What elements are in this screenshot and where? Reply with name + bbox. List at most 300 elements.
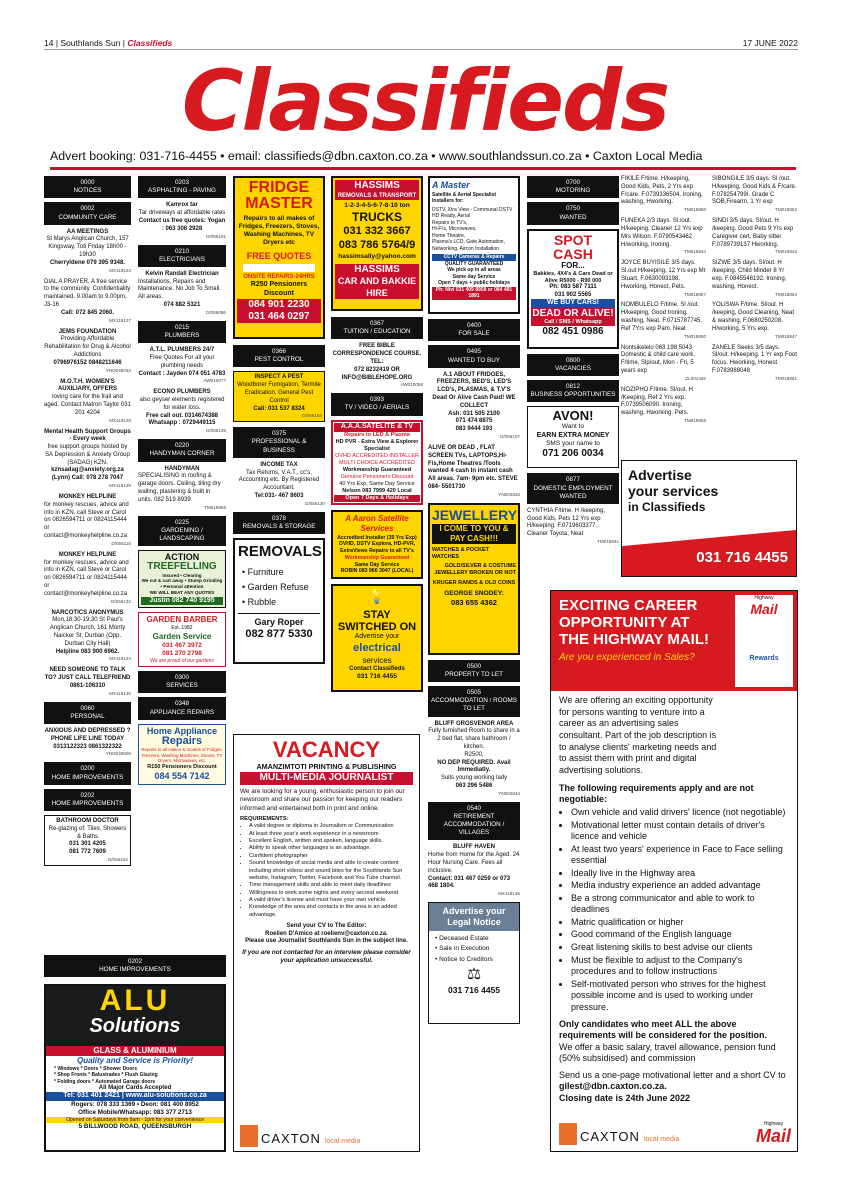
ad-title: FREE BIBLE CORRESPONDENCE COURSE. TEL: [332, 343, 422, 365]
list-item-text: Rubble [247, 596, 277, 607]
ad-tagline: Quality and Service is Priority! [76, 1056, 194, 1065]
ad-ref: D/056132 [111, 598, 131, 604]
list-item: • Time management skills and able to meet daily deadlines [249, 882, 413, 889]
ad-aaron-satellite [331, 510, 423, 579]
list-item: • Sound knowledge of social media and able to create content including short videos and sound bites for the Southlands Sun website, Instagram, Twitter, Facebook and You Tube channel. [249, 860, 413, 882]
heading-gardening: 0225 GARDENING / LANDSCAPING [138, 516, 226, 547]
ad-ref: TM018861 [775, 375, 797, 381]
ad-contact: Nelson 083 7999 420 Local [342, 487, 412, 494]
ad-contacts: Rogers: 078 333 1369 • Deon: 081 400 8952 [71, 1101, 199, 1108]
ad-body: Tar driveways at affordable rates [138, 210, 226, 217]
heading-home-improvements: 0200 HOME IMPROVEMENTS [44, 762, 131, 784]
ad-line: Open 7 Days & Holidays [334, 495, 420, 502]
ad-logo-alu: ALU [99, 984, 171, 1017]
ad-bathroom-doctor [44, 815, 131, 866]
ad-line: Repairs to LED & Plasma [344, 431, 410, 438]
ad-title: SPOT [553, 231, 593, 248]
list-item: • Good command of the English language [571, 929, 789, 941]
ad-office: Office Mobile/Whatsapp: 083 377 2713 [78, 1108, 192, 1116]
column-services [138, 176, 226, 785]
column-tuition-tv [331, 176, 423, 692]
ad-line: HD PVR - Extra View & Explorer Specialist [335, 438, 419, 452]
ad-body: SIBONGILE 3/5 days. Sl /out. H/keeping, Good Kids & F/care. F.078254799I. Grade C SOB,Firearm, 1 Yr exp [712, 176, 797, 206]
caxton-local-media: local media [643, 1136, 680, 1144]
ad-kamrox [138, 202, 226, 239]
ad-contact: Ash: 031 505 2100 071 474 8875 083 9444 193 [448, 410, 500, 433]
ad-ref: TM018844 [684, 249, 706, 255]
list-item [621, 218, 706, 255]
ad-body: SPECIALISING in roofing & garage doors. Ceiling, tiling dry walling, plastering & built in units. 082 519 8939 [138, 473, 221, 503]
list-item-text: Furniture [247, 566, 284, 577]
list-item: • Great listening skills to best advise our clients [571, 942, 789, 954]
column-notices [44, 176, 131, 871]
ad-contact: Contact: 031 467 0259 or 073 468 1804. [428, 875, 511, 890]
vacancy-intro: We are looking for a young, enthusiastic person to join our newsroom and share our passion for keeping our readers informed and entertained both in print and online. [240, 787, 405, 812]
heading-plumbers: 0215 PLUMBERS [138, 321, 226, 343]
ad-body: CYNTHIA F/time. H /keeping, Good Kids, Pets 12 Yrs exp H/keeping. F.0719603377. Cleaner Toyota, Neat [527, 507, 606, 538]
ad-ref: D/056125 [206, 428, 226, 434]
vacancy-position: MULTI-MEDIA JOURNALIST [240, 772, 413, 785]
ad-title: Advertise [628, 467, 692, 483]
heading-property-to-let: 0500 PROPERTY TO LET [428, 660, 520, 682]
ad-items: * Windows * Doors * Shower Doors * Shop Fronts * Balustrades * Flush Glazing * Folding doors * Automated Garage doors [54, 1066, 158, 1085]
ad-home-appliance-repairs [138, 724, 226, 785]
ad-body: for monkey rescues, advice and info in KZN, call Steve or Carol on 0826594711 or 0824115444 or contact@monkeyhelpline.co.za [44, 559, 129, 597]
ad-moth [44, 379, 131, 424]
heading-removals-storage: 0378 REMOVALS & STORAGE [233, 512, 325, 534]
ad-title: A Aaron Satellite Services [345, 513, 409, 534]
ad-contact-2: 082 451 0986 [542, 326, 604, 338]
ad-line: Call / SMS / Whatsapp [531, 319, 615, 326]
ad-ref: TM018847 [775, 333, 797, 339]
heading-tv-video: 0393 TV / VIDEO / AERIALS [331, 393, 423, 415]
list-item: • A valid driver's license and must have your own vehicle. [249, 897, 413, 904]
ad-body: Fully furnished Room to share in a 2 bed flat, share bathroom / kitchen. [428, 728, 520, 751]
ad-line: Suits young working lady [440, 775, 508, 782]
ad-title-2: CASH [553, 245, 593, 262]
ad-fridge-master [233, 176, 325, 339]
list-item: • Must be flexible to adjust to the Company's procedures and to follow instructions [571, 955, 789, 978]
career-title: EXCITING CAREER [559, 597, 698, 614]
column-motoring [527, 176, 619, 550]
vacancy-requirements-list [240, 823, 413, 919]
ad-income-tax [233, 462, 325, 507]
ad-price: R2500, [464, 751, 484, 758]
ad-mental-health [44, 429, 131, 490]
newspaper-rewards: Rewards [749, 654, 779, 662]
heading-tuition: 0367 TUITION / EDUCATION [331, 317, 423, 339]
heading-home-improvements-2: 0202 HOME IMPROVEMENTS [44, 789, 131, 811]
ad-body: ALIVE OR DEAD , FLAT SCREEN TVs, LAPTOPS,Hi-Fis,Home Theatres /Tools wanted 4 cash In instant cash All areas. 7am- 9pm etc. STEVE 084- 5501730 [428, 445, 518, 491]
ad-ref: D/056130 [305, 500, 325, 506]
vacancy-requirements-heading: REQUIREMENTS: [240, 816, 289, 823]
career-email: gilest@dbn.caxton.co.za. [559, 1081, 667, 1092]
ad-title: Advertise your Legal Notice [429, 903, 519, 931]
list-item [712, 345, 797, 382]
caxton-local-media: local media [324, 1138, 361, 1146]
ad-title: INSPECT A PEST [254, 374, 304, 381]
ad-narcotics-anonymous [44, 610, 131, 663]
ad-tel: Tel: 031 401 2421 | www.alu-solutions.co.za [46, 1092, 224, 1101]
ad-title: ECONO PLUMBERS [153, 389, 211, 396]
ad-subtitle: Satellite & Aerial Specialist Installers for: [432, 191, 497, 205]
ad-body: DIAL A PRAYER. A free service to the community. Confidentiality maintained. 9.00am to 9.00pm, J3-16 [44, 278, 131, 309]
ad-contact: 071 206 0034 [542, 448, 604, 460]
heading-handyman-corner: 0220 HANDYMAN CORNER [138, 439, 226, 461]
ad-contact: 0861-106310 [69, 682, 106, 689]
ad-ref: YNO048606 [105, 751, 131, 757]
heading-for-sale: 0400 FOR SALE [428, 319, 520, 341]
ad-ref: TM018854 [775, 291, 797, 297]
ad-dial-a-prayer [44, 279, 131, 324]
ad-ref: TM018862 [775, 207, 797, 213]
list-item: • Willingness to work some nights and every second weekend [249, 890, 413, 897]
ad-line: FOR... [561, 260, 585, 270]
ad-title: MONKEY HELPLINE [58, 494, 117, 501]
ad-subtitle: Garden Service [152, 631, 212, 641]
ad-body: Woodborer Fumigation, Termite Eradication, General Pest Control [237, 382, 321, 404]
list-item: • At least two years' experience in Face to Face selling essential [571, 844, 789, 867]
career-banner [551, 591, 797, 691]
ad-ref: D/056086 [206, 309, 226, 315]
ad-avon [527, 406, 619, 468]
list-item: • Media industry experience an added advantage [571, 880, 789, 892]
ad-free-quotes: FREE QUOTES [246, 250, 312, 261]
vacancy-company: AMANZIMTOTI PRINTING & PUBLISHING [256, 762, 397, 771]
ad-about-fridges [428, 372, 520, 440]
ad-bluff-haven [428, 844, 520, 897]
heading-business-opportunities: 0812 BUSINESS OPPORTUNITIES [527, 380, 619, 402]
ad-body: Home from Home for the Aged. 24 Hour Nursing Care. Fees all inclusive. [428, 852, 520, 874]
ad-body: Installations, Repairs and Maintenance. No Job To Small. All areas. [138, 278, 221, 301]
ad-ref: TM018858 [684, 417, 706, 423]
ad-body: SIZWE 3/5 days. Sl/out. H /keeping. Child Minder 8 Yr exp. F.0845546192. Ironing, washing, Honest. [712, 260, 787, 290]
ad-ref: D/056152 [108, 857, 128, 863]
list-item [712, 302, 797, 339]
heading-professional-business: 0375 PROFESSIONAL & BUSINESS [233, 427, 325, 458]
ad-car-hire: CAR AND BAKKIE HIRE [335, 276, 419, 299]
ad-contact: 0313122323 0861322322 [53, 743, 122, 750]
heading-services: 0300 SERVICES [138, 671, 226, 693]
ad-contact: 084 554 7142 [154, 770, 210, 781]
ad-aaa-satelite [331, 420, 423, 505]
heading-home-improvements-3: 0202 HOME IMPROVEMENTS [44, 955, 226, 977]
ad-title: ACTION [164, 552, 200, 563]
ad-title: HASSIMS [335, 180, 419, 193]
ad-hassims [331, 176, 423, 311]
ad-ref: TM018842 [775, 249, 797, 255]
ad-inspect-a-pest [233, 371, 325, 422]
ad-title: BATHROOM DOCTOR [56, 818, 119, 825]
caxton-logo-icon [559, 1123, 577, 1145]
ad-body: Re-glazing of: Tiles, Showers & Baths [48, 825, 127, 840]
ad-bible-course [331, 343, 423, 388]
list-item: • Ideally live in the Highway area [571, 868, 789, 880]
ad-removals-list [242, 565, 320, 610]
ad-body: A.1 ABOUT FRIDGES, FREEZERS, BED'S, LED'S LCD's, PLASMAS, & T.V'S [436, 371, 512, 394]
ad-ref: MX119124 [109, 656, 131, 662]
ad-line: WATCHES & POCKET WATCHES [432, 547, 490, 561]
ad-quality: QUALITY GUARANTEED We pick up in all areas Same day Service Open 7 days + public holidays [438, 260, 510, 287]
ad-ref: MX119135 [498, 891, 520, 897]
heading-personal: 0060 PERSONAL [44, 702, 131, 724]
heading-wanted-to-buy: 0495 WANTED TO BUY [428, 345, 520, 367]
ad-line: DEAD OR ALIVE! [532, 308, 614, 320]
ad-body: loving care for the frail and aged. Contact Matron Taylor 031 201 4204 [44, 394, 131, 416]
masthead-title: Classifieds [181, 52, 669, 150]
ad-line: KRUGER RANDS & OLD COINS [432, 579, 516, 586]
list-item: • Notice to Creditors [435, 955, 493, 963]
ad-body: Mon,18:30-19:30 St Paul's Anglican Church, 161 Monty Naicker St, Durban (Opp. Durban City Hall) [49, 617, 126, 647]
ad-subtitle: GLASS & ALUMINIUM [46, 1046, 224, 1056]
ad-title: Home Appliance [146, 725, 218, 736]
list-item [621, 302, 706, 339]
heading-vacancies: 0800 VACANCIES [527, 354, 619, 376]
ad-body: Insured • Clearing We cut & cart away • Stump Grinding • Personal attention WE WILL BEAT ANY QUOTES [141, 572, 223, 595]
ad-handyman [138, 466, 226, 511]
ad-ref: D/056107 [500, 434, 520, 440]
list-item: • Matric qualification or higher [571, 917, 789, 929]
list-item: • Self-motivated person who strives for the highest possible income and is used to working under pressure. [571, 979, 789, 1014]
ad-discount: R250 Pensioners Discount [250, 281, 308, 297]
list-item-text: Sale in Execution [439, 945, 490, 953]
heading-appliance-repairs: 0348 APPLIANCE REPAIRS [138, 697, 226, 719]
ad-title-2: HASSIMS [335, 264, 419, 277]
ad-body: NOMBULELO F/time. Sl /out. H/keeping, Good Ironing, washing, Neat. F.0715787745. Ref 7Yrs exp Pam. Neat [621, 302, 703, 332]
ad-cynthia [527, 508, 619, 545]
ad-career-opportunity [550, 590, 798, 1152]
ad-action-treefelling [138, 550, 226, 608]
ad-contact: Tel:031- 467 8603 [254, 493, 304, 499]
career-title-3: THE HIGHWAY MAIL! [559, 631, 710, 648]
list-item: • Ability to speak other languages is an advantage. [249, 845, 413, 852]
ad-line: WE BUY CARS! [531, 299, 615, 308]
ad-contact: Call: 031 537 8324 [253, 405, 305, 412]
ad-hours: Opened on Saturdays from 8am - 1pm for your convenience [46, 1117, 224, 1124]
ad-ref: ZL001292 [685, 375, 706, 381]
ad-contact: Helpline 083 900 6962. [55, 648, 120, 655]
ad-contact: 031 716 4455 [357, 673, 397, 681]
ad-contact: Contact us free quotes: Yogan : 063 306 2928 [138, 217, 226, 232]
vacancy-footnote: If you are not contacted for an interview please consider your application unsuccessful. [242, 948, 411, 964]
ad-title-2: SWITCHED ON [337, 621, 417, 634]
heading-community-care: 0002 COMMUNITY CARE [44, 202, 131, 224]
issue-date: 17 JUNE 2022 [742, 38, 798, 48]
list-item: • Be a strong communicator and able to work to deadlines [571, 893, 789, 916]
vacancy-send-email: Roelien D'Amico at roelienv@caxton.co.za. [265, 930, 388, 937]
ad-ref: TM018841 [597, 539, 619, 545]
ad-body: Nontsikelelo 063 198 5043 Domestic & child care work, F/time, Slp/out, Mon - Fri, 5 years exp [621, 344, 696, 375]
ad-line: Contact Classifieds [349, 665, 405, 672]
list-item: • Confident photographer [249, 853, 413, 860]
ad-line: OVHD ACCREDITED INSTALLER [335, 452, 419, 459]
ad-alive-or-dead [428, 445, 520, 498]
career-intro: We are offering an exciting opportunity for persons wanting to venture into a career as an advertising sales consultant. Part of the job description is to analyse clients' marketing needs and to assist them with print and digital advertising solutions. [559, 695, 717, 776]
ad-title: BLUFF HAVEN [453, 844, 495, 851]
ad-body: NOZIPHO F/time. Sl/out. H /Keeping, Ref 2 Yrs exp. F.0739506090. Ironing, washing, Hworking. Pets. [621, 386, 694, 417]
ad-line: Workmanship Guaranteed [344, 554, 410, 561]
heading-wanted: 0750 WANTED [527, 202, 619, 224]
ad-title: REMOVALS [238, 543, 322, 561]
list-item: • Excellent English, written and spoken, language skills. [249, 838, 413, 845]
ad-title: Mental Health Support Groups - Every week [44, 428, 131, 443]
caxton-logo-icon [240, 1125, 258, 1147]
ad-name: Gary Roper [238, 613, 320, 628]
ad-contact: kznsadag@anxiety.org.za (Lynn) Call: 078 278 7047 [51, 467, 124, 482]
ad-jewellery [428, 503, 520, 655]
ad-items: DSTV, Xtra View - Communal DSTV HD Ready, Aerial Repairs to TV's, Hi-Fi's, Microwaves, Home Theatre, Plasma's LCD, Gate Automation, Networking, Aircon Installation [432, 206, 513, 252]
ad-cctv: CCTV Cameras & Repairs [432, 254, 516, 261]
ad-bluff-grosvenor [428, 721, 520, 797]
ad-spot-cash [527, 229, 619, 349]
ad-line: MULTI CHOICE ACCREDITED [339, 459, 415, 466]
ad-email: hassimsally@yahoo.com [338, 252, 416, 260]
ad-body: St Marys Anglican Church, 157 Kingsway, Toti Friday 18h00 - 19h30 [46, 236, 129, 259]
ad-line: Genuine Pensioners Discount [340, 473, 414, 480]
gavel-icon: ⚖ [466, 965, 482, 983]
list-item [621, 387, 706, 424]
ad-ref: MX119127 [109, 317, 131, 323]
ad-body: ZANELE Seeks 3/5 days. Sl/out. H/keeping. 1 Yr exp Foot focus. Hworking, Honest. F.0783988048 [712, 344, 797, 375]
ad-body: also geyser elements registered for water loss. [139, 397, 225, 411]
ad-body: JOYCE BUYISILE 3/5 days. Sl.out H/keeping, 12 Yrs exp Mr Stuart. F.0630093198. Hworking, Honest, Pets. [621, 260, 706, 290]
ad-subtitle: I COME TO YOU & PAY CASH!!! [432, 524, 516, 544]
heading-domestic-employment: 0877 DOMESTIC EMPLOYMENT WANTED [527, 473, 619, 504]
page-header [44, 38, 798, 50]
ad-ref: TM018855 [204, 504, 226, 510]
ad-logo-solutions: Solutions [89, 1015, 181, 1037]
ad-vacancy-journalist [233, 734, 420, 1152]
ad-title: A.T.L. PLUMBERS 24/7 [149, 347, 215, 354]
ad-title: INCOME TAX [260, 461, 298, 468]
career-closing-date: Closing date is 24th June 2022 [559, 1092, 691, 1103]
ad-title: M.O.T.H. WOMEN'S AUXILIARY, OFFERS [57, 378, 118, 393]
list-item [712, 218, 797, 255]
list-item [621, 260, 706, 297]
ad-title-2: TREEFELLING [147, 561, 217, 573]
caxton-logo [240, 1125, 360, 1147]
ad-econo-plumbers [138, 389, 226, 434]
column-domestic-1 [621, 176, 706, 429]
career-send: Send us a one-page motivational letter and a short CV to [559, 1070, 786, 1081]
list-item [712, 260, 797, 297]
ad-contact: 084 901 2230 031 464 0297 [237, 299, 321, 323]
ad-title: BLUFF GROSVENOR AREA [434, 720, 514, 727]
heading-notices: 0000 NOTICES [44, 176, 131, 198]
ad-ref: D/056184 [302, 413, 322, 419]
highway-logo-text: Mail [755, 1126, 791, 1146]
list-item: • Knowledge of the area and contacts in the area is an added advantage. [249, 904, 413, 919]
ad-contact: 031 467 3972 081 270 2798 [162, 641, 202, 657]
ad-body: Repairs to all makes & models of Fridges, Freezers, Washing Machines, Stoves, TV Dryers, Microwaves, etc. [141, 747, 223, 764]
ad-ref: YNO048033 [105, 367, 131, 373]
ad-title: JEWELLERY [432, 506, 518, 523]
list-item: • Motivational letter must contain details of driver's licence and vehicle [571, 820, 789, 843]
ad-title: Kelvin Randall Electrician [145, 270, 219, 277]
heading-pest-control: 0366 PEST CONTROL [233, 345, 325, 367]
ad-name: GEORGE SNODEY: [444, 589, 504, 597]
career-requirements-heading: The following requirements apply and are not negotiable: [559, 782, 754, 805]
career-offer: We offer a basic salary, travel allowance, pension fund (50% subsidised) and commission [559, 1041, 776, 1063]
ad-ref: TM018860 [684, 207, 706, 213]
ad-line: Dead Or Alive Cash Paid! WE COLLECT [432, 395, 516, 409]
section-name: Classifieds [127, 38, 173, 48]
list-item: • Own vehicle and valid drivers' licence (not negotiable) [571, 807, 789, 819]
ad-body: Accredited Installer (35 Yrs Exp) OVHD, DSTV Explora, HD-PVR, ExtraViews Repairs to all TV's [337, 534, 417, 555]
ad-line: 40 Yrs Exp, Same Day Service [339, 480, 415, 487]
ad-a-master-satellite [428, 176, 520, 314]
ad-contact: Cherryldene 079 395 9348. [49, 259, 126, 266]
ad-phone-2: 083 786 5764/9 [338, 238, 416, 251]
ad-ref: TM018857 [684, 291, 706, 297]
heading-motoring: 0700 MOTORING [527, 176, 619, 198]
ad-body: FIKILE F/time. H/keeping, Good Kids, Pets, 2 Yrs exp F/care. F.0739336504. Ironing, washing, Hworking. [621, 176, 703, 206]
ad-body: free support groups hosted by SA Depression & Anxiety Group (SADAG) KZN. [45, 444, 130, 466]
ad-body: for monkey rescues, advice and info in KZN, call Steve or Carol on 0826594711 or 0824115444 or contact@monkeyhelpline.co.za [44, 501, 129, 540]
ad-contact: Free call out. 0314674388 Whatsapp : 0729449115 [145, 412, 219, 427]
ad-title: AVON! [552, 408, 594, 424]
ad-ref: MX119130 [109, 690, 131, 696]
ad-line: Want to [561, 423, 585, 431]
ad-body: FUNEKA 2/3 days. Sl./out. H/keeping. Cleaner 12 Yrs exp Mrs Wilson. F.0790543462 H/working, Ironing. [621, 218, 703, 248]
ad-title: A.A.A.SATELITE & TV [334, 423, 420, 432]
ad-body: Tax Returns, V.A.T., cc's, Accounting etc. By Registered Accountant. [238, 469, 320, 492]
legal-list [435, 934, 519, 965]
vacancy-send: Send your CV to The Editor: [286, 923, 367, 930]
ad-line: Same Day Service [354, 561, 400, 568]
ad-ref: YN004844 [498, 790, 520, 796]
ad-kelvin-randall [138, 271, 226, 316]
career-requirements-list [559, 807, 789, 1013]
ad-title: GARDEN BARBER [146, 615, 218, 625]
column-professional [233, 176, 325, 664]
ad-aa-meetings [44, 229, 131, 274]
list-item: • At least three year's work experience in a newsroom [249, 831, 413, 838]
ad-body: YOLISWA F/time. Sl/out. H /keeping, Good Cleaning, Neat & washing, F.0680250208. H/working, 5 Yrs exp. [712, 302, 795, 332]
ad-contact: Ph: Nivi 031 409 8958 or 084 481 1891 [432, 287, 516, 300]
ad-tonnage: 1-2-3-4-5-6-7-8-10 ton [344, 202, 410, 209]
ad-contact: 031 301 4205 081 772 7609 [69, 841, 106, 856]
ad-brand-logos [243, 264, 315, 272]
ad-body: Providing Affordable Rehabilitation for Drug & Alcohol Addictions [44, 336, 131, 358]
list-item-text: Notice to Creditors [439, 955, 493, 963]
ad-address: 5 BILLWOOD ROAD, QUEENSBURGH [78, 1123, 192, 1131]
list-item-text: Deceased Estate [439, 934, 489, 942]
ad-title: Kamrox tar [166, 202, 198, 209]
newspaper-masthead: Mail [750, 601, 778, 618]
caxton-logo [559, 1123, 679, 1145]
ad-line: EARN EXTRA MONEY [536, 431, 610, 439]
list-item [621, 345, 706, 382]
ad-title-3: in Classifieds [628, 500, 706, 514]
newspaper-masthead-small: Highway [754, 595, 774, 601]
ad-advertise-services [621, 460, 797, 577]
ad-body: Bakkies, 4X4's & Cars Dead or Alive R5000 - R90 000 [533, 270, 613, 284]
ad-line: Workmanship Guaranteed [342, 466, 412, 473]
list-item: • Furniture [242, 566, 284, 577]
caxton-logo-text: CAXTON [580, 1128, 640, 1144]
ad-ref: AW010058 [400, 382, 423, 388]
ad-line: services [362, 655, 392, 665]
list-item-text: Garden Refuse [247, 581, 309, 592]
ad-ref: D/056191 [206, 233, 226, 239]
ad-line: Advertise your [354, 633, 400, 641]
ad-body: Repairs to all makes of Fridges, Freezers, Stoves, Washing Machines, TV Dryers etc [238, 215, 320, 247]
ad-title-2: your services [628, 483, 719, 499]
list-item [712, 176, 797, 213]
ad-garden-barber [138, 612, 226, 667]
ad-ref: MX119128 [109, 417, 131, 423]
